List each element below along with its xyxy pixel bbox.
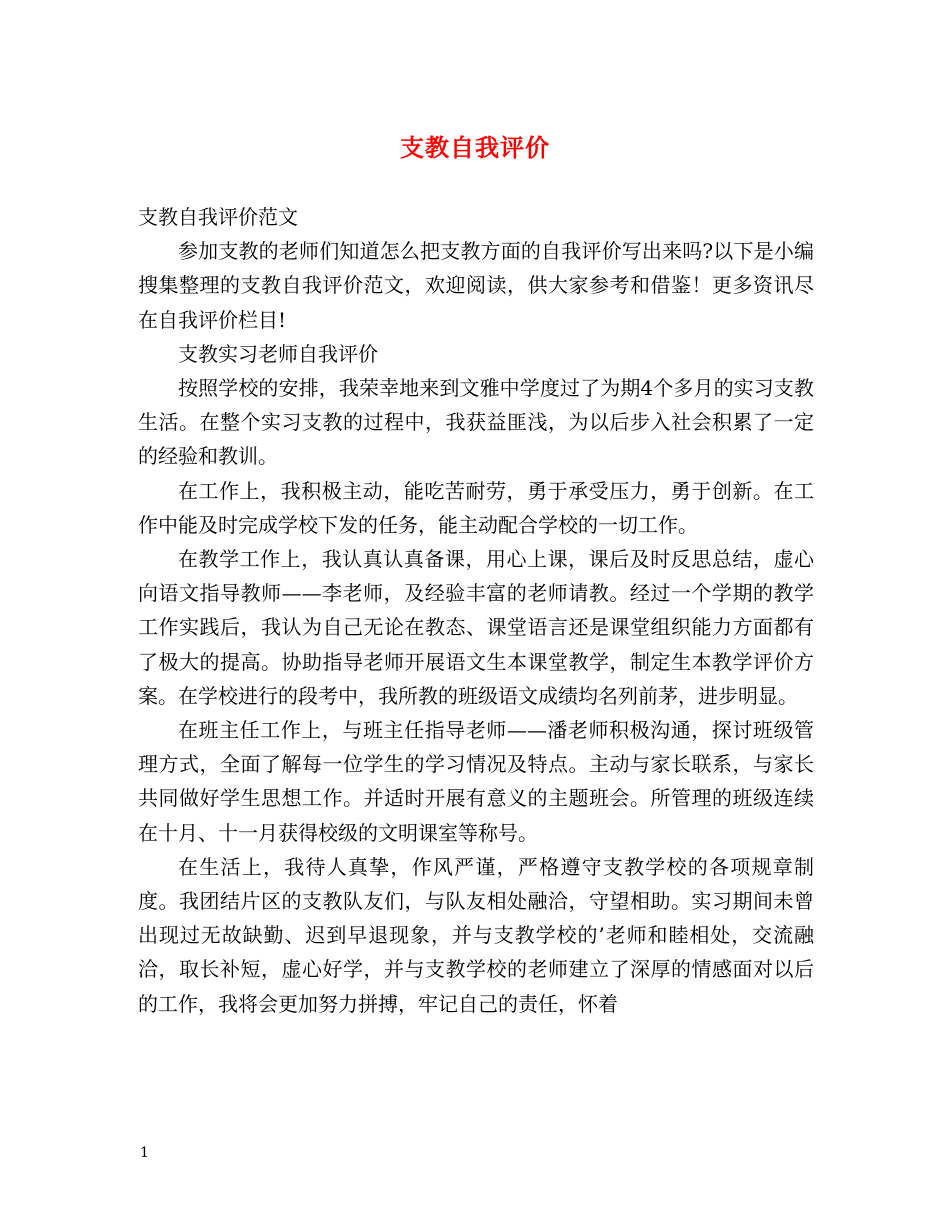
page-number: 1 bbox=[140, 1145, 149, 1161]
body-paragraph: 在生活上，我待人真挚，作风严谨，严格遵守支教学校的各项规章制度。我团结片区的支教队友们，与队友相处融洽，守望相助。实习期间未曾出现过无故缺勤、迟到早退现象，并与支教学校的’老师和睦相处，交流融洽，取长补短，虚心好学，并与支教学校的老师建立了深厚的情感面对以后的工作，我将会更加努力拼搏，牢记自己的责任，怀着 bbox=[138, 854, 814, 1016]
section-heading: 支教自我评价范文 bbox=[138, 205, 298, 229]
subheading: 支教实习老师自我评价 bbox=[178, 341, 378, 366]
document-body bbox=[138, 200, 814, 1021]
body-paragraph: 在教学工作上，我认真认真备课，用心上课，课后及时反思总结，虚心向语文指导教师——李老师，及经验丰富的老师请教。经过一个学期的教学工作实践后，我认为自己无论在教态、课堂语言还是课堂组织能力方面都有了极大的提高。协助指导老师开展语文生本课堂教学，制定生本教学评价方案。在学校进行的段考中，我所教的班级语文成绩均名列前茅，进步明显。 bbox=[138, 547, 814, 708]
body-paragraph: 按照学校的安排，我荣幸地来到文雅中学度过了为期4个多月的实习支教生活。在整个实习支教的过程中，我获益匪浅，为以后步入社会积累了一定的经验和教训。 bbox=[138, 376, 814, 469]
document-title: 支教自我评价 bbox=[400, 133, 550, 162]
body-paragraph: 在班主任工作上，与班主任指导老师——潘老师积极沟通，探讨班级管理方式，全面了解每一位学生的学习情况及特点。主动与家长联系，与家长共同做好学生思想工作。并适时开展有意义的主题班会。所管理的班级连续在十月、十一月获得校级的文明课室等称号。 bbox=[138, 718, 814, 845]
body-paragraph: 在工作上，我积极主动，能吃苦耐劳，勇于承受压力，勇于创新。在工作中能及时完成学校下发的任务，能主动配合学校的一切工作。 bbox=[138, 478, 814, 537]
intro-paragraph: 参加支教的老师们知道怎么把支教方面的自我评价写出来吗?以下是小编搜集整理的支教自我评价范文，欢迎阅读，供大家参考和借鉴！更多资讯尽在自我评价栏目! bbox=[138, 239, 814, 332]
